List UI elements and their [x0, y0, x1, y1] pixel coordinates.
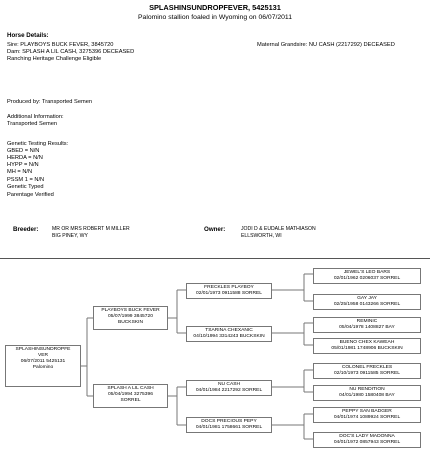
- additional-info-value: Transported Semen: [7, 121, 58, 127]
- section-divider: [0, 258, 430, 259]
- genetic-testing-heading: Genetic Testing Results:: [7, 141, 69, 147]
- pedigree-sire-dam: [186, 326, 272, 342]
- g3-info: 04/01/1972 0857943 SORREL: [333, 439, 401, 445]
- sire-sire-info: 02/01/1973 0911588 SORREL: [196, 290, 262, 296]
- horse-details-heading: Horse Details:: [7, 32, 49, 39]
- pedigree-g3-6: [313, 385, 421, 401]
- g3-info: 04/01/1974 1089924 SORREL: [333, 414, 401, 420]
- sire-dam-info: 04/10/1994 3314243 BUCKSKIN: [193, 333, 265, 339]
- owner-label: Owner:: [204, 226, 226, 233]
- dam-color: SORREL: [120, 397, 141, 403]
- pedigree-dam-dam: [186, 417, 272, 433]
- pedigree-g3-2: [313, 294, 421, 310]
- genetic-result: PSSM 1 = N/N: [7, 177, 45, 183]
- maternal-grandsire-line: Maternal Grandsire: NU CASH (2217292) DECEASED: [257, 42, 395, 48]
- g3-name: BUENO CHEX KAWEAH: [339, 340, 395, 345]
- g3-info: 02/25/1958 0143266 SORREL: [333, 301, 401, 307]
- dam-dam-info: 04/01/1981 1758661 SORREL: [195, 424, 263, 430]
- pedigree-sire: [93, 306, 168, 330]
- breeder-location: BIG PINEY, WY: [52, 233, 88, 239]
- pedigree-g3-1: [313, 268, 421, 284]
- g3-info: 05/04/1978 1408827 BAY: [339, 324, 395, 330]
- pedigree-g3-4: [313, 338, 421, 354]
- subject-color: Palomino: [32, 364, 54, 370]
- dam-sire-name: NU CASH: [217, 382, 240, 387]
- pedigree-g3-5: [313, 363, 421, 379]
- genetic-result: Parentage Verified: [7, 192, 54, 198]
- page-title: SPLASHINSUNDROPFEVER, 5425131: [149, 3, 281, 12]
- pedigree-subject: [5, 345, 81, 387]
- owner-location: ELLSWORTH, WI: [241, 233, 282, 239]
- pedigree-dam: [93, 384, 168, 408]
- g3-info: 02/01/1962 0206037 SORREL: [333, 275, 401, 281]
- pedigree-sire-sire: [186, 283, 272, 299]
- pedigree-g3-8: [313, 432, 421, 448]
- sire-sire-name: FRECKLES PLAYBOY: [204, 285, 254, 290]
- genetic-result: GBED = N/N: [7, 148, 40, 154]
- genetic-result: HYPP = N/N: [7, 162, 39, 168]
- page-subtitle: Palomino stallion foaled in Wyoming on 06/07/2011: [138, 14, 292, 21]
- g3-name: NU RENDITION: [349, 387, 385, 392]
- dam-dam-name: DOCS PRECIOUS PEPY: [201, 419, 257, 424]
- g3-info: 02/10/1973 0911585 SORREL: [334, 370, 400, 376]
- pedigree-dam-sire: [186, 380, 272, 396]
- dam-line: Dam: SPLASH A LIL CASH, 3275396 DECEASED: [7, 49, 135, 55]
- sire-dam-name: TSARINA CHEXANIC: [205, 328, 253, 333]
- sire-foaled-reg: 05/07/1999 3845720: [108, 313, 153, 319]
- pedigree-chart: [0, 262, 430, 452]
- subject-name-cont: VER: [37, 352, 49, 358]
- g3-name: COLONEL FRECKLES: [341, 365, 393, 370]
- breeder-name: MR OR MRS ROBERT M MILLER: [52, 226, 130, 232]
- g3-info: 04/01/1980 1580408 BAY: [339, 392, 395, 398]
- breeder-label: Breeder:: [13, 226, 39, 233]
- genetic-result: MH = N/N: [7, 169, 33, 175]
- pedigree-g3-7: [313, 407, 421, 423]
- g3-name: GAY JAY: [357, 296, 377, 301]
- dam-foaled-reg: 05/04/1994 3275396: [108, 391, 153, 397]
- eligibility-line: Ranching Heritage Challenge Eligible: [7, 56, 102, 62]
- subject-name: SPLASHINSUNDROPFE: [15, 347, 71, 352]
- sire-name: PLAYBOYS BUCK FEVER: [101, 308, 160, 313]
- genetic-result: HERDA = N/N: [7, 155, 43, 161]
- owner-name: JODI D & EUDALE MATHIASON: [241, 226, 316, 232]
- genetic-result: Genetic Typed: [7, 184, 44, 190]
- dam-sire-info: 04/01/1984 2217292 SORREL: [195, 387, 263, 393]
- dam-name: SPLASH A LIL CASH: [107, 386, 154, 391]
- sire-color: BUCKSKIN: [117, 319, 143, 325]
- pedigree-g3-3: [313, 317, 421, 333]
- produced-by-line: Produced by: Transported Semen: [7, 99, 93, 105]
- g3-name: DOC'S LADY MADONNA: [339, 434, 395, 439]
- g3-name: REMINIC: [356, 319, 378, 324]
- g3-name: JEWEL'S LEO BARS: [343, 270, 391, 275]
- sire-line: Sire: PLAYBOYS BUCK FEVER, 3845720: [7, 42, 114, 48]
- subject-foaled-reg: 06/07/2011 5425131: [20, 358, 66, 364]
- g3-info: 05/01/1981 1748906 BUCKSKIN: [331, 345, 403, 351]
- additional-info-label: Additional Information:: [7, 114, 64, 120]
- g3-name: PEPPY SAN BADGER: [342, 409, 392, 414]
